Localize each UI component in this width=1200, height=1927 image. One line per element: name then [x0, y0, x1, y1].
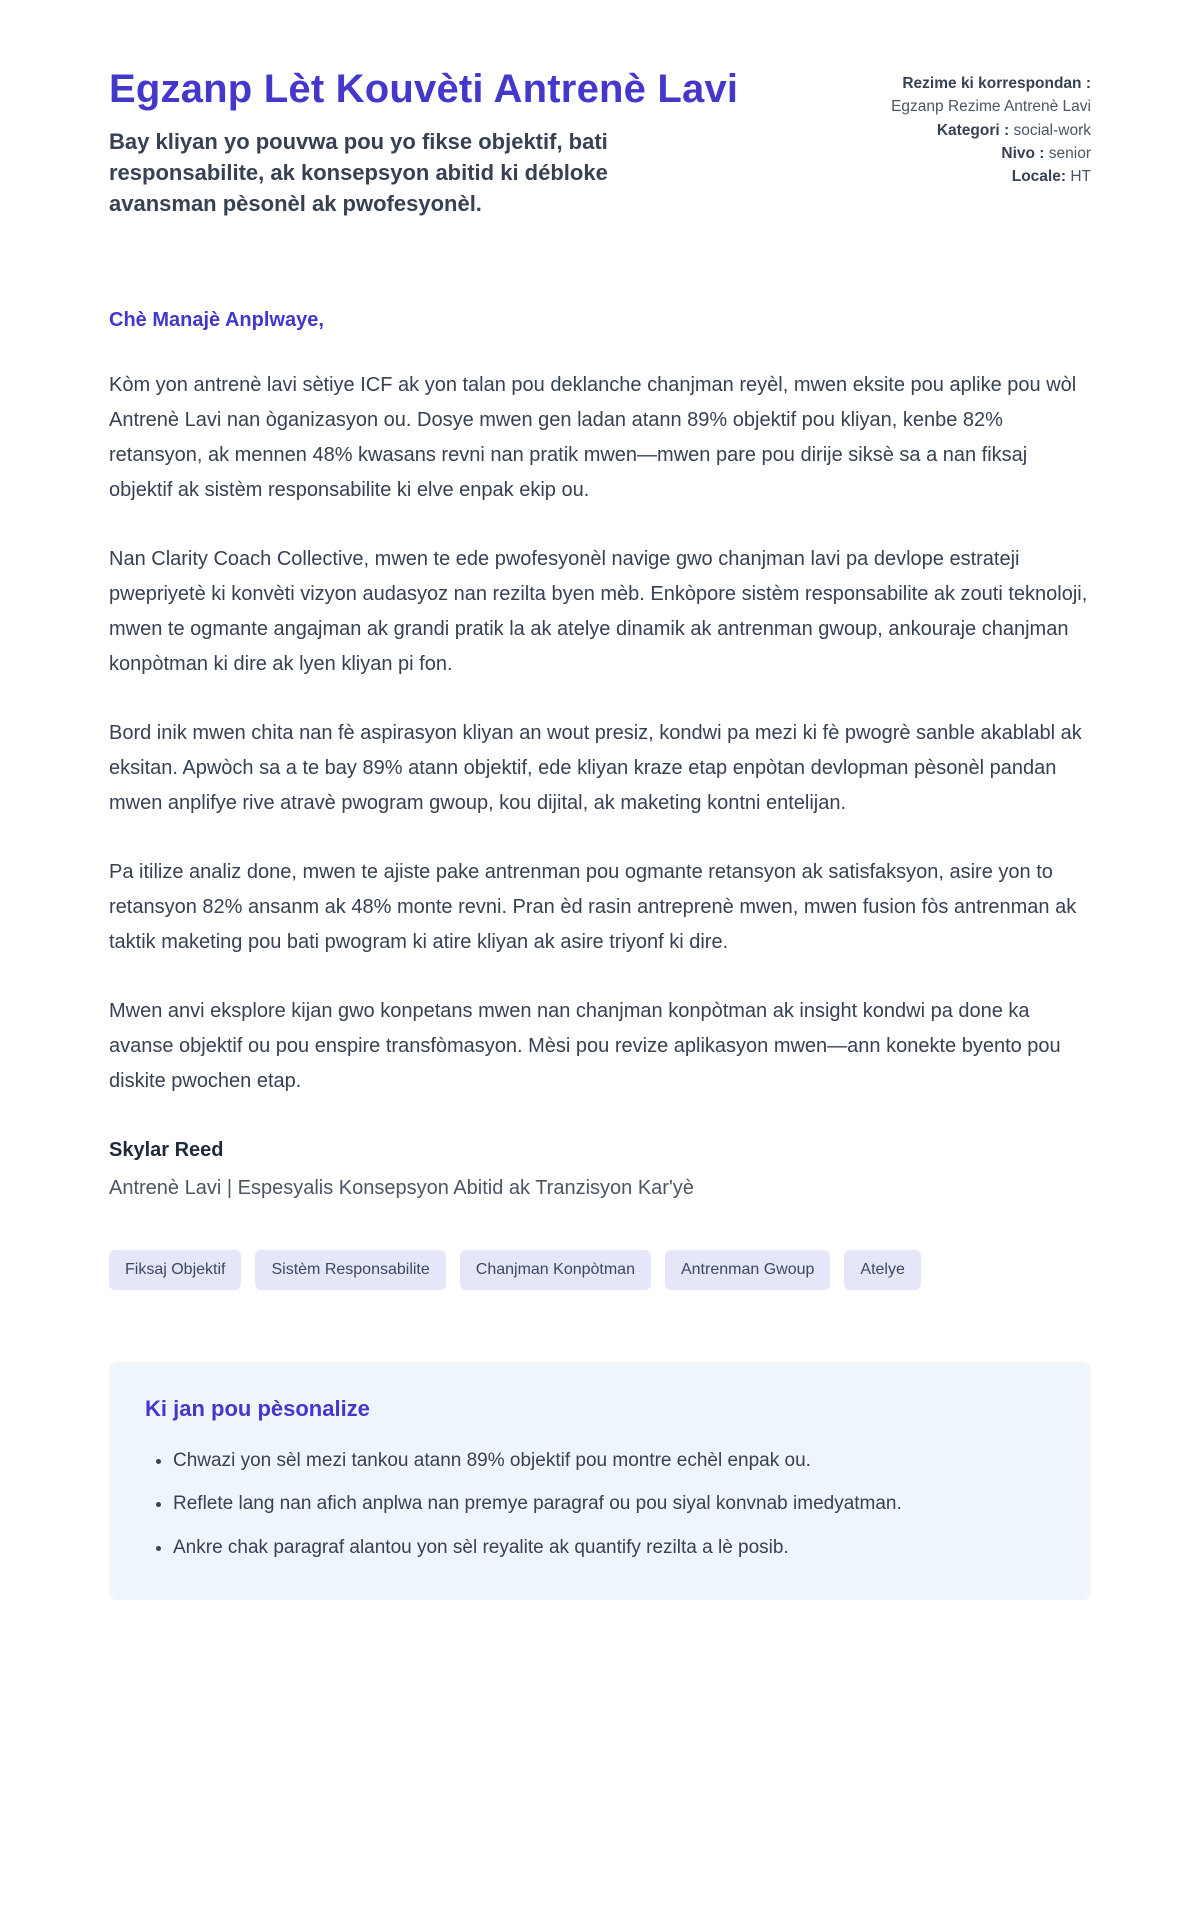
tag-chip: Atelye	[844, 1250, 920, 1290]
letter-paragraph: Nan Clarity Coach Collective, mwen te ede pwofesyonèl navige gwo chanjman lavi pa devlope estrateji pwepriyetè ki konvèti vizyon audasyoz nan rezilta byen mèb. Enkòpore sistèm responsabilite ak zouti teknoloji, mwen te ogmante angajman ak grandi pratik la ak atelye dinamik ak antrenman gwoup, ankouraje chanjman konpòtman ki dire ak lyen kliyan pi fon.	[109, 547, 1088, 675]
tag-list	[109, 1250, 1091, 1290]
tag-chip: Sistèm Responsabilite	[255, 1250, 445, 1290]
meta-item-resume	[877, 72, 1091, 119]
meta-label: Locale:	[1011, 168, 1067, 185]
signature-role: Antrenè Lavi | Espesyalis Konsepsyon Abitid ak Tranzisyon Kar'yè	[109, 1176, 694, 1199]
meta-label: Kategori :	[936, 121, 1010, 139]
meta-item-category	[877, 119, 1091, 142]
signature-name: Skylar Reed	[109, 1138, 224, 1161]
meta-value: senior	[1048, 144, 1091, 162]
meta-item-level	[877, 142, 1091, 165]
meta-item-locale	[877, 165, 1091, 188]
letter-paragraph: Kòm yon antrenè lavi sètiye ICF ak yon talan pou deklanche chanjman reyèl, mwen eksite pou aplike pou wòl Antrenè Lavi nan òganizasyon ou. Dosye mwen gen ladan atann 89% objektif pou kliyan, kenbe 82% retansyon, ak mennen 48% kwasans revni nan pratik mwen—mwen pare pou dirije siksè sa a nan fiksaj objektif ak sistèm responsabilite ki elve enpak ekip ou.	[109, 373, 1077, 501]
meta-value: social-work	[1013, 121, 1091, 139]
letter-paragraph: Bord inik mwen chita nan fè aspirasyon kliyan an wout presiz, kondwi pa mezi ki fè pwogrè sanble akablabl ak eksitan. Apwòch sa a te bay 89% atann objektif, ede kliyan kraze etap enpòtan devlopman pèsonèl pandan mwen anplifye rive atravè pwogram gwoup, kou dijital, ak maketing kontni entelijan.	[109, 721, 1082, 814]
letter-paragraph: Pa itilize analiz done, mwen te ajiste pake antrenman pou ogmante retansyon ak satisfaksyon, asire yon to retansyon 82% ansanm ak 48% monte revni. Pran èd rasin antreprenè mwen, mwen fusion fòs antrenman ak taktik maketing pou bati pwogram ki atire kliyan ak asire triyonf ki dire.	[109, 860, 1077, 953]
meta-label: Rezime ki korrespondan :	[902, 75, 1091, 92]
tip-item: • Reflete lang nan afich anplwa nan premye paragraf ou pou siyal konvnab imedyatman.	[173, 1489, 973, 1518]
page	[109, 0, 1091, 1670]
header-title-block	[109, 66, 738, 220]
document-meta	[877, 66, 1091, 188]
tag-chip: Fiksaj Objektif	[109, 1250, 241, 1290]
document-header	[109, 66, 1091, 220]
meta-label: Nivo :	[1001, 144, 1045, 162]
tip-item: • Chwazi yon sèl mezi tankou atann 89% objektif pou montre echèl enpak ou.	[173, 1446, 973, 1475]
personalization-tips-box	[109, 1362, 1091, 1600]
tag-chip: Antrenman Gwoup	[665, 1250, 830, 1290]
page-title: Egzanp Lèt Kouvèti Antrenè Lavi	[109, 67, 739, 111]
tips-list	[145, 1446, 1055, 1562]
tag-chip: Chanjman Konpòtman	[460, 1250, 651, 1290]
meta-value: Egzanp Rezime Antrenè Lavi	[891, 98, 1091, 116]
letter-body	[109, 306, 1091, 1202]
meta-value: HT	[1070, 168, 1091, 185]
letter-paragraph: Mwen anvi eksplore kijan gwo konpetans mwen nan chanjman konpòtman ak insight kondwi pa done ka avanse objektif ou pou enspire transfòmasyon. Mèsi pou revize aplikasyon mwen—ann konekte byento pou diskite pwochen etap.	[109, 999, 1061, 1092]
page-subtitle: Bay kliyan yo pouvwa pou yo fikse objektif, bati responsabilite, ak konsepsyon abitid ki débloke avansman pèsonèl ak pwofesyonèl.	[109, 129, 608, 217]
tips-title: Ki jan pou pèsonalize	[145, 1395, 370, 1421]
tip-item: • Ankre chak paragraf alantou yon sèl reyalite ak quantify rezilta a lè posib.	[173, 1533, 973, 1562]
letter-greeting: Chè Manajè Anplwaye,	[109, 308, 324, 331]
